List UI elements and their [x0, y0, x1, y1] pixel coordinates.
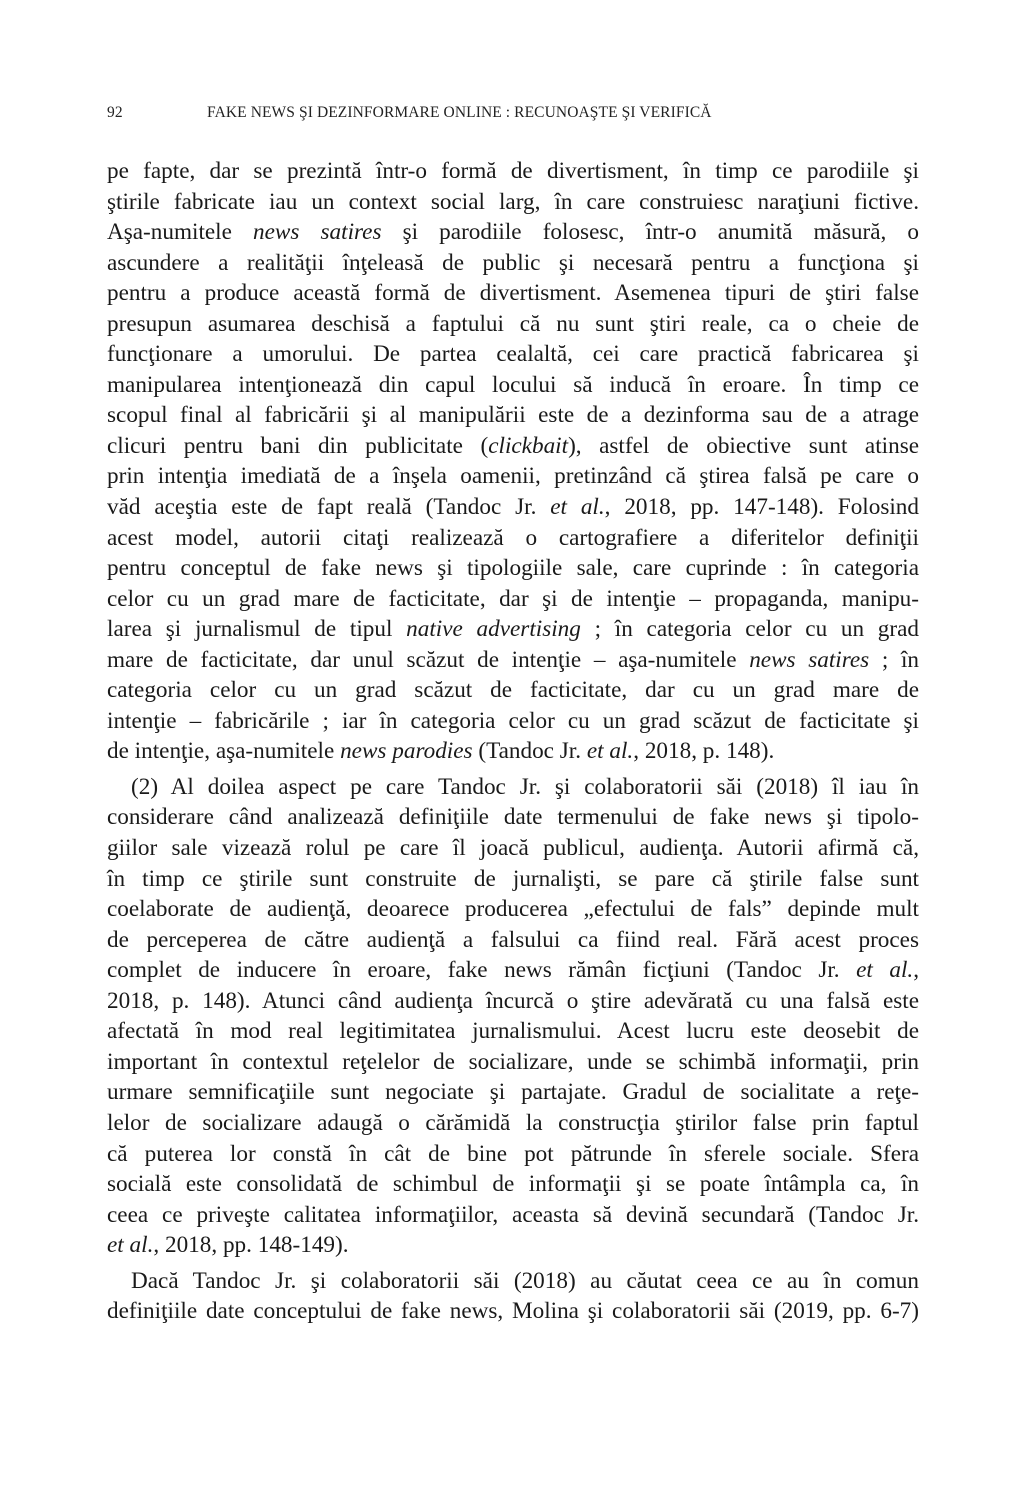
text-line: [107, 217, 919, 248]
italic-term: news parodies: [340, 738, 473, 765]
italic-term: et al.: [107, 1232, 154, 1259]
text-line: [107, 1108, 919, 1139]
italic-term: news satires: [749, 646, 870, 673]
text-line: [107, 431, 919, 462]
text-run: giilor sale vizează rolul pe care îl joacă publicul, audienţa. Autorii afirmă că,: [107, 835, 919, 862]
text-line: [107, 772, 919, 803]
text-run: intenţie – fabricările ; iar în categoria celor cu un grad scăzut de facticitate şi: [107, 707, 919, 734]
text-line: [107, 925, 919, 956]
text-run: categoria celor cu un grad scăzut de facticitate, dar cu un grad mare de: [107, 677, 919, 704]
text-line: [107, 1077, 919, 1108]
text-run: prin intenţia imediată de a înşela oamenii, pretinzând că ştirea falsă pe care o: [107, 463, 919, 490]
text-run: urmare semnificaţiile sunt negociate şi partajate. Gradul de socialitate a reţe-: [107, 1079, 919, 1106]
text-run: socială este consolidată de schimbul de informaţii şi se poate întâmpla ca, în: [107, 1171, 919, 1198]
text-line: [107, 584, 919, 615]
text-line: [107, 1139, 919, 1170]
text-line: [107, 645, 919, 676]
text-run: şi parodiile folosesc, într-o anumită măsură, o: [381, 219, 920, 246]
text-run: ascundere a realităţii înţeleasă de public şi necesară pentru a funcţiona şi: [107, 249, 919, 276]
text-line: [107, 339, 919, 370]
text-line: [107, 864, 919, 895]
page-number: 92: [107, 104, 123, 121]
text-line: [107, 278, 919, 309]
text-run: ,: [913, 957, 919, 984]
text-line: [107, 675, 919, 706]
text-run: lelor de socializare adaugă o cărămidă la construcţia ştirilor false prin faptul: [107, 1109, 919, 1136]
text-run: ceea ce priveşte calitatea informaţiilor, aceasta să devină secundară (Tandoc Jr.: [107, 1201, 919, 1228]
text-run: , 2018, pp. 147-148). Folosind: [604, 494, 919, 521]
text-run: celor cu un grad mare de facticitate, dar şi de intenţie – propaganda, manipu-: [107, 585, 919, 612]
text-run: ştirile fabricate iau un context social larg, în care construiesc naraţiuni fictive.: [107, 188, 919, 215]
text-run: , 2018, p. 148).: [633, 738, 775, 765]
text-run: (2) Al doilea aspect pe care Tandoc Jr. şi colaboratorii săi (2018) îl iau în: [131, 773, 919, 800]
text-line: [107, 187, 919, 218]
text-line: [107, 1230, 919, 1261]
italic-term: news satires: [253, 219, 382, 246]
text-line: [107, 1200, 919, 1231]
text-run: pe fapte, dar se prezintă într-o formă de divertisment, în timp ce parodiile şi: [107, 158, 919, 184]
text-line: [107, 1266, 919, 1297]
text-line: [107, 156, 919, 187]
italic-term: et al.: [586, 738, 634, 765]
text-run: manipularea intenţionează din capul locului să inducă în eroare. În timp ce: [107, 371, 919, 398]
text-line: [107, 614, 919, 645]
text-run: 2018, p. 148). Atunci când audienţa încurcă o ştire adevărată cu una falsă este: [107, 987, 919, 1014]
text-line: [107, 523, 919, 554]
text-line: [107, 461, 919, 492]
text-run: Dacă Tandoc Jr. şi colaboratorii săi (2018) au căutat ceea ce au în comun: [131, 1267, 919, 1294]
text-line: [107, 370, 919, 401]
running-title: FAKE NEWS ŞI DEZINFORMARE ONLINE : RECUNOAŞTE ŞI VERIFICĂ: [207, 104, 712, 121]
text-line: [107, 1047, 919, 1078]
text-line: [107, 309, 919, 340]
text-run: , 2018, pp. 148-149).: [153, 1232, 349, 1259]
italic-term: clickbait: [488, 432, 569, 459]
text-line: [107, 833, 919, 864]
text-run: pentru conceptul de fake news şi tipologiile sale, care cuprinde : în categoria: [107, 555, 919, 582]
text-run: de intenţie, aşa-numitele: [107, 738, 341, 765]
text-run: definiţiile date conceptului de fake news, Molina şi colaboratorii săi (2019, pp. 6-7): [107, 1298, 919, 1325]
text-line: [107, 1016, 919, 1047]
text-line: [107, 492, 919, 523]
text-run: ; în categoria celor cu un grad: [580, 616, 919, 643]
text-run: coelaborate de audienţă, deoarece producerea „efectului de fals” depinde mult: [107, 896, 919, 923]
text-line: [107, 706, 919, 737]
text-run: considerare când analizează definiţiile date termenului de fake news şi tipolo-: [107, 804, 919, 831]
text-run: larea şi jurnalismul de tipul: [107, 616, 407, 643]
text-line: [107, 1296, 919, 1327]
text-run: ), astfel de obiective sunt atinse: [568, 432, 920, 459]
italic-term: et al.: [550, 494, 605, 521]
text-line: [107, 1169, 919, 1200]
text-run: pentru a produce această formă de divertisment. Asemenea tipuri de ştiri false: [107, 280, 919, 307]
text-run: Aşa-numitele: [107, 219, 254, 246]
text-run: funcţionare a umorului. De partea cealaltă, cei care practică fabricarea şi: [107, 341, 919, 368]
text-run: acest model, autorii citaţi realizează o cartografiere a diferitelor definiţii: [107, 524, 919, 551]
text-run: scopul final al fabricării şi al manipulării este de a dezinforma sau de a atrage: [107, 402, 919, 429]
text-line: [107, 955, 919, 986]
text-run: afectată în mod real legitimitatea jurnalismului. Acest lucru este deosebit de: [107, 1018, 919, 1045]
text-run: ; în: [869, 646, 920, 673]
text-run: văd aceştia este de fapt reală (Tandoc Jr.: [107, 494, 551, 521]
text-run: presupun asumarea deschisă a faptului că nu sunt ştiri reale, ca o cheie de: [107, 310, 919, 337]
text-line: [107, 248, 919, 279]
text-run: complet de inducere în eroare, fake news rămân ficţiuni (Tandoc Jr.: [107, 957, 857, 984]
text-run: în timp ce ştirile sunt construite de jurnalişti, se pare că ştirile false sunt: [107, 865, 919, 892]
text-run: clicuri pentru bani din publicitate (: [107, 432, 489, 459]
text-line: [107, 986, 919, 1017]
italic-term: et al.: [856, 957, 914, 984]
italic-term: native advertising: [406, 616, 581, 643]
text-line: [107, 736, 919, 767]
text-run: de perceperea de către audienţă a falsului ca fiind real. Fără acest proces: [107, 926, 919, 953]
text-run: (Tandoc Jr.: [472, 738, 587, 765]
text-run: mare de facticitate, dar unul scăzut de intenţie – aşa-numitele: [107, 646, 750, 673]
text-line: [107, 400, 919, 431]
body-text: [107, 156, 919, 1327]
text-run: că puterea lor constă în cât de bine pot pătrunde în sferele sociale. Sfera: [107, 1140, 919, 1167]
text-line: [107, 553, 919, 584]
text-line: [107, 894, 919, 925]
text-line: [107, 802, 919, 833]
text-run: important în contextul reţelelor de socializare, unde se schimbă informaţii, prin: [107, 1048, 919, 1075]
